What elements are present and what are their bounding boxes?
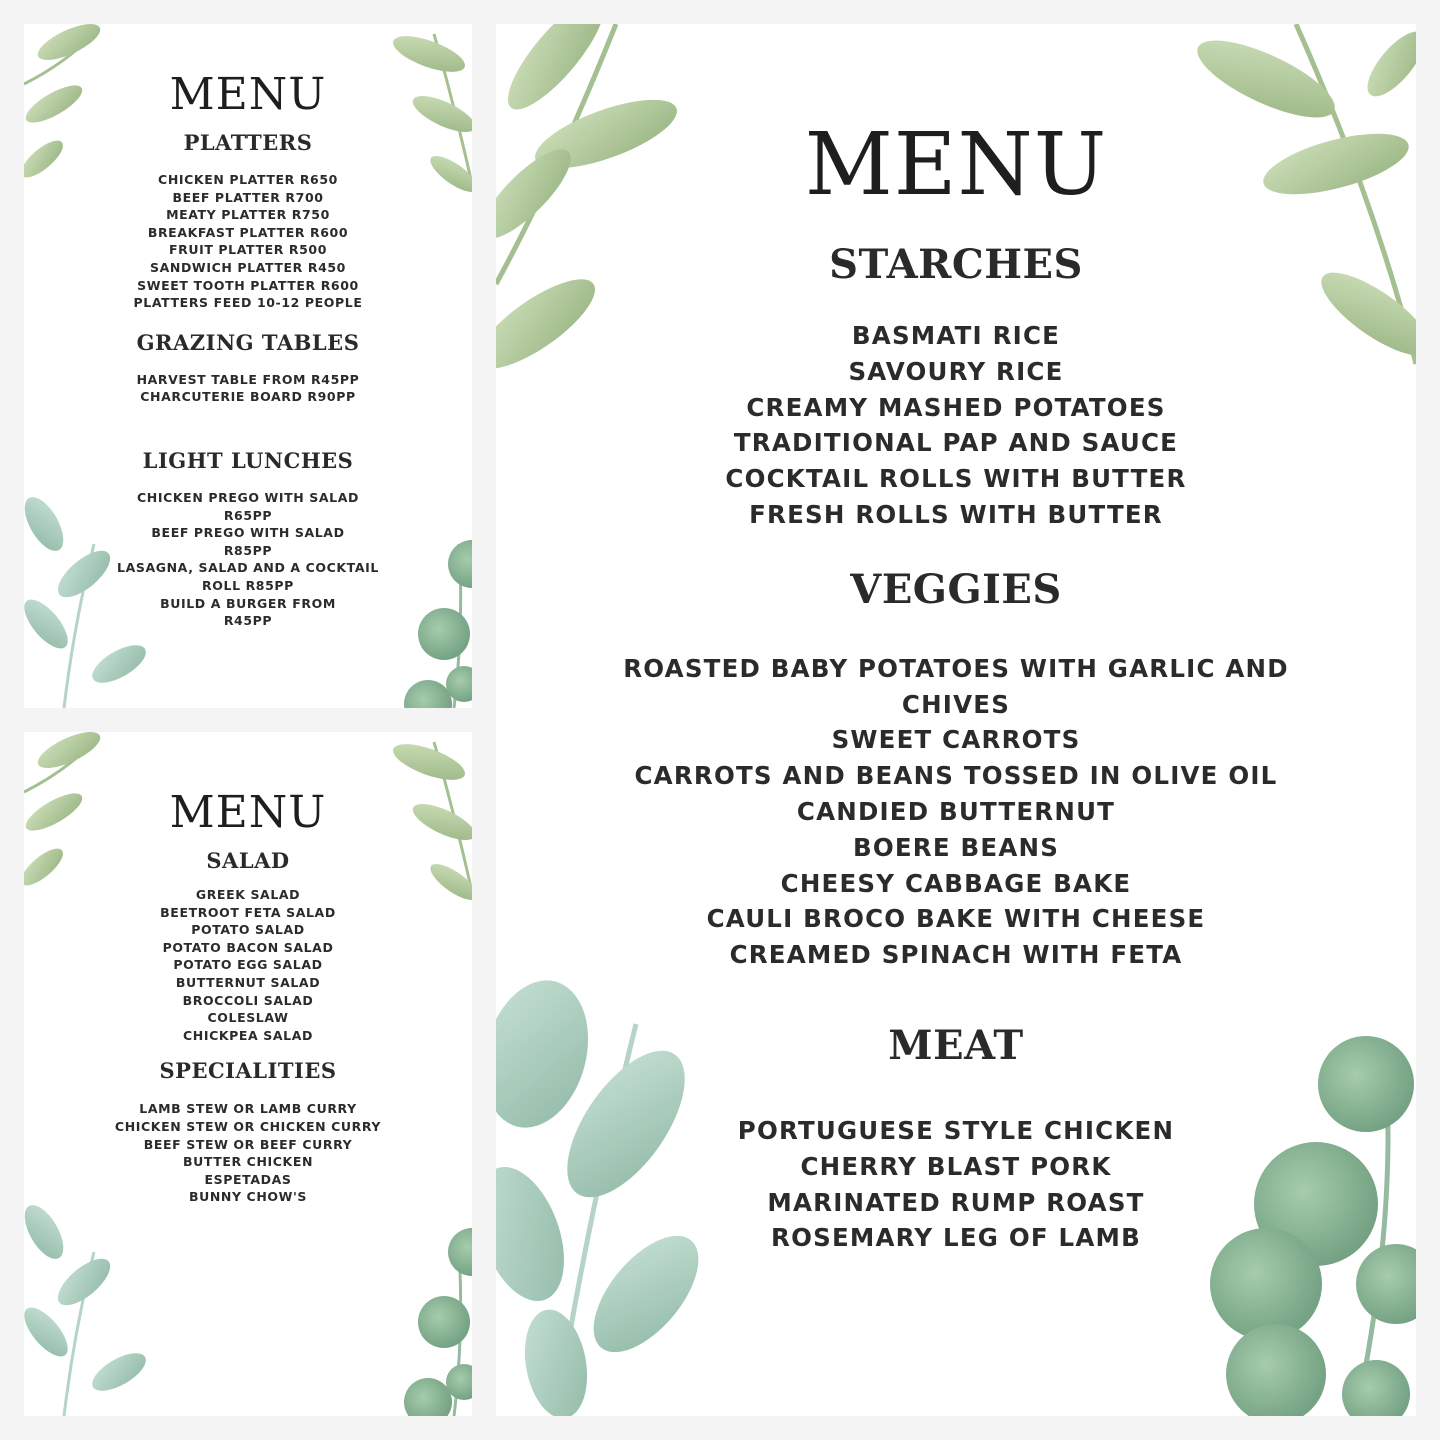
list-item: R45PP — [223, 613, 273, 629]
list-item: LASAGNA, SALAD AND A COCKTAIL — [117, 560, 379, 576]
list-item: CHICKPEA SALAD — [183, 1027, 313, 1043]
menu-title: MENU — [169, 69, 327, 120]
list-item: BUNNY CHOW'S — [188, 1189, 308, 1205]
menu-card-salad — [24, 732, 472, 1416]
specialities-list — [24, 1100, 472, 1206]
list-item: HARVEST TABLE FROM R45PP — [136, 371, 360, 387]
list-item: ESPETADAS — [204, 1171, 292, 1187]
list-item: SWEET TOOTH PLATTER R600 — [137, 277, 359, 293]
list-item: SAVOURY RICE — [848, 356, 1064, 386]
list-item: CREAMED SPINACH WITH FETA — [729, 940, 1183, 970]
section-heading-specialities: SPECIALITIES — [159, 1058, 337, 1084]
list-item: BREAKFAST PLATTER R600 — [147, 224, 349, 240]
light-lunches-list — [24, 489, 472, 630]
list-item: TRADITIONAL PAP AND SAUCE — [733, 428, 1179, 458]
section-heading-grazing-tables: GRAZING TABLES — [136, 329, 360, 355]
list-item: LAMB STEW OR LAMB CURRY — [139, 1101, 357, 1117]
menu-card-mains — [496, 24, 1416, 1416]
list-item: CAULI BROCO BAKE WITH CHEESE — [706, 904, 1206, 934]
list-item: ROSEMARY LEG OF LAMB — [771, 1223, 1141, 1253]
meat-list — [496, 1113, 1416, 1256]
section-heading-platters: PLATTERS — [183, 130, 313, 155]
list-item: POTATO EGG SALAD — [173, 957, 323, 973]
list-item: BOERE BEANS — [852, 832, 1060, 862]
list-item: POTATO BACON SALAD — [162, 939, 334, 955]
list-item: ROASTED BABY POTATOES WITH GARLIC AND — [623, 653, 1289, 683]
list-item: GREEK SALAD — [195, 887, 301, 902]
list-item: BROCCOLI SALAD — [182, 992, 314, 1008]
list-item: PLATTERS FEED 10-12 PEOPLE — [133, 295, 363, 311]
grazing-list — [24, 371, 472, 406]
section-heading-light-lunches: LIGHT LUNCHES — [142, 447, 354, 473]
list-item: BASMATI RICE — [851, 321, 1061, 350]
list-item: SANDWICH PLATTER R450 — [150, 259, 346, 275]
list-item: BEEF PLATTER R700 — [172, 189, 324, 205]
list-item: R85PP — [223, 542, 273, 558]
list-item: POTATO SALAD — [191, 922, 305, 938]
veggies-list — [496, 651, 1416, 973]
list-item: ROLL R85PP — [202, 577, 294, 593]
list-item: BUILD A BURGER FROM — [160, 595, 336, 611]
list-item: BEEF PREGO WITH SALAD — [151, 525, 345, 541]
list-item: CHEESY CABBAGE BAKE — [780, 868, 1132, 898]
list-item: PORTUGUESE STYLE CHICKEN — [737, 1115, 1175, 1145]
list-item: BEEF STEW OR BEEF CURRY — [143, 1136, 353, 1152]
section-heading-veggies: VEGGIES — [850, 565, 1062, 613]
menu-card-platters — [24, 24, 472, 708]
card-c-content — [496, 115, 1416, 1256]
list-item: FRUIT PLATTER R500 — [168, 242, 328, 258]
list-item: COCKTAIL ROLLS WITH BUTTER — [725, 464, 1187, 494]
card-b-content — [24, 787, 472, 1206]
list-item: R65PP — [223, 507, 273, 523]
list-item: BEETROOT FETA SALAD — [160, 904, 336, 920]
list-item: BUTTERNUT SALAD — [175, 974, 321, 990]
list-item: MEATY PLATTER R750 — [166, 207, 330, 223]
list-item: CHIVES — [901, 689, 1011, 719]
section-heading-meat: MEAT — [888, 1021, 1024, 1069]
list-item: COLESLAW — [207, 1010, 289, 1026]
list-item: MARINATED RUMP ROAST — [767, 1187, 1145, 1217]
menu-title: MENU — [169, 787, 327, 838]
list-item: BUTTER CHICKEN — [182, 1154, 314, 1170]
list-item: SWEET CARROTS — [831, 725, 1081, 755]
list-item: CARROTS AND BEANS TOSSED IN OLIVE OIL — [634, 761, 1278, 791]
list-item: CHICKEN STEW OR CHICKEN CURRY — [114, 1118, 382, 1134]
list-item: CHARCUTERIE BOARD R90PP — [140, 389, 356, 405]
section-heading-salad: SALAD — [206, 848, 290, 873]
platters-list — [24, 171, 472, 312]
list-item: CHERRY BLAST PORK — [800, 1151, 1112, 1181]
list-item: CHICKEN PLATTER R650 — [158, 172, 338, 187]
section-heading-starches: STARCHES — [829, 241, 1083, 288]
starches-list — [496, 318, 1416, 533]
menu-title: MENU — [804, 115, 1108, 215]
list-item: CREAMY MASHED POTATOES — [746, 392, 1166, 422]
list-item: CANDIED BUTTERNUT — [796, 796, 1116, 826]
card-a-content — [24, 69, 472, 630]
list-item: CHICKEN PREGO WITH SALAD — [137, 489, 359, 505]
salad-list — [24, 886, 472, 1044]
list-item: FRESH ROLLS WITH BUTTER — [749, 499, 1163, 529]
